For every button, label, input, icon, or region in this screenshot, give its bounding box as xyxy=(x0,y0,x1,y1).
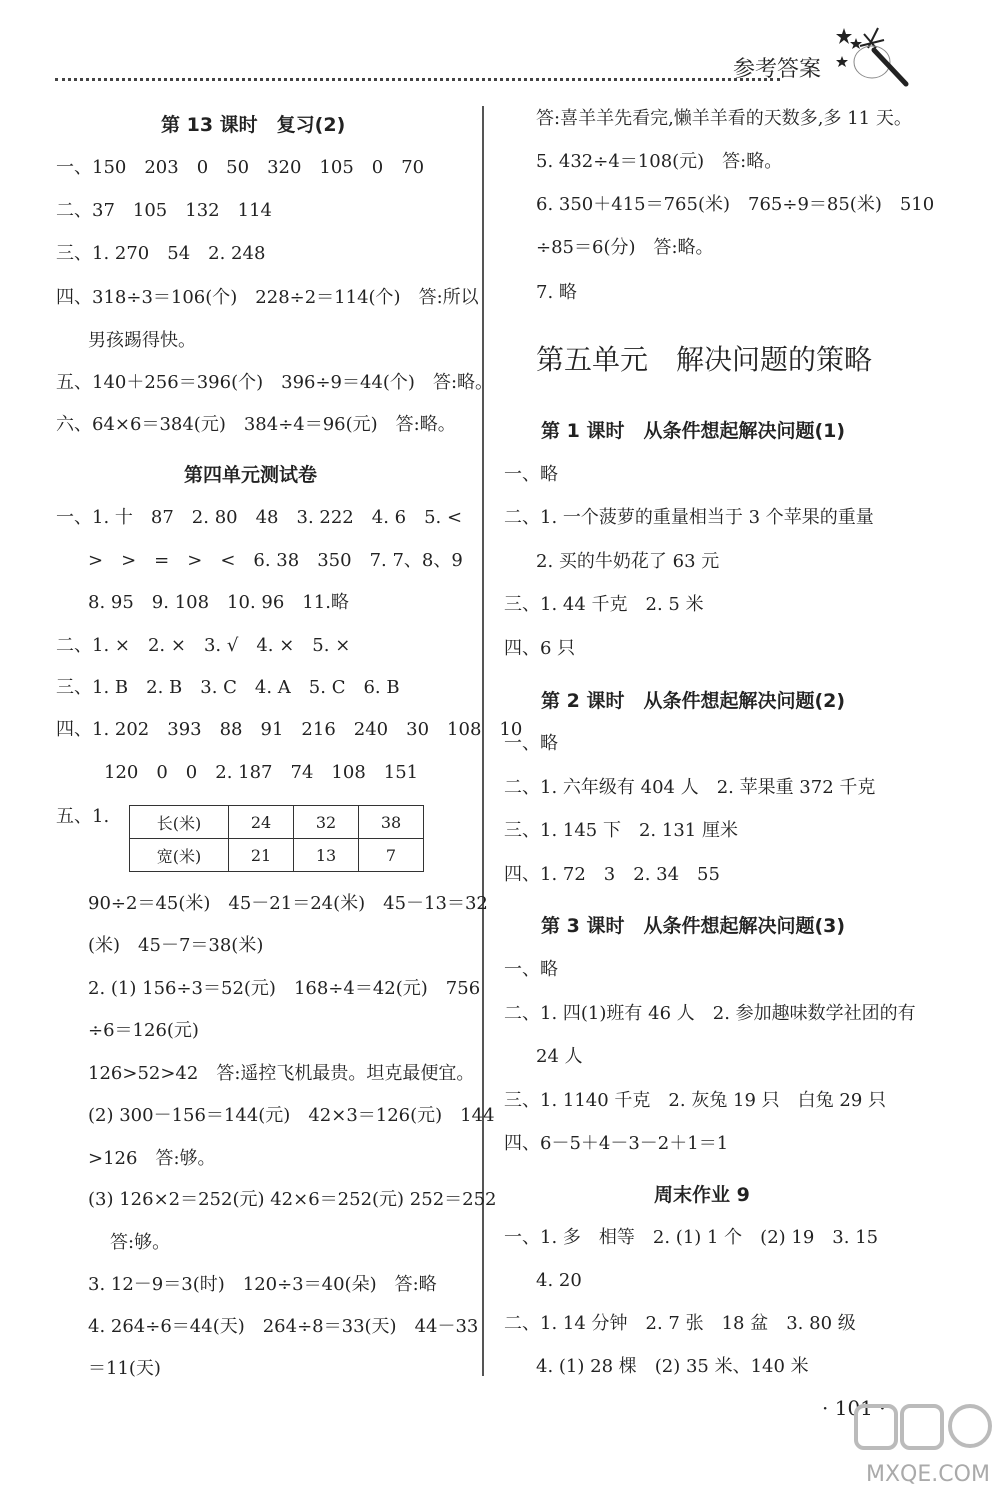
text-line: 四、318÷3＝106(个) 228÷2＝114(个) 答:所以 xyxy=(56,287,479,308)
lesson1-title: 第 1 课时 从条件想起解决问题(1) xyxy=(541,420,846,442)
text-line: 男孩踢得快。 xyxy=(88,330,196,351)
text-line: 三、1. 270 54 2. 248 xyxy=(56,243,266,264)
text-line: 二、1. 四(1)班有 46 人 2. 参加趣味数学社团的有 xyxy=(504,1003,916,1024)
text-line: 90÷2＝45(米) 45－21＝24(米) 45－13＝32 xyxy=(88,893,488,914)
text-line: 8. 95 9. 108 10. 96 11.略 xyxy=(88,592,349,613)
table-row xyxy=(130,806,424,839)
table-cell: 13 xyxy=(294,839,359,872)
text-line: 一、1. 多 相等 2. (1) 1 个 (2) 19 3. 15 xyxy=(504,1227,879,1248)
header-title: 参考答案 xyxy=(733,57,822,82)
text-line: 二、1. × 2. × 3. √ 4. × 5. × xyxy=(56,635,351,656)
unit5-title: 第五单元 解决问题的策略 xyxy=(536,343,873,376)
watermark-text: MXQE.COM xyxy=(866,1462,990,1487)
text-line: (2) 300－156＝144(元) 42×3＝126(元) 144 xyxy=(88,1105,495,1126)
lesson13-title: 第 13 课时 复习(2) xyxy=(161,114,346,136)
text-line: 7. 略 xyxy=(536,282,577,303)
text-line: 4. (1) 28 棵 (2) 35 米、140 米 xyxy=(536,1356,809,1377)
text-line: 二、1. 六年级有 404 人 2. 苹果重 372 千克 xyxy=(504,777,876,798)
text-line: 答:够。 xyxy=(110,1232,171,1253)
text-line: >126 答:够。 xyxy=(88,1148,216,1169)
text-line: ÷6＝126(元) xyxy=(88,1020,199,1041)
text-line: 三、1. B 2. B 3. C 4. A 5. C 6. B xyxy=(56,677,400,698)
text-line: 一、150 203 0 50 320 105 0 70 xyxy=(56,157,425,178)
text-line: 四、1. 202 393 88 91 216 240 30 108 10 xyxy=(56,719,523,740)
text-line: (米) 45－7＝38(米) xyxy=(88,935,264,956)
text-line: 5. 432÷4＝108(元) 答:略。 xyxy=(536,151,783,172)
text-line: 6. 350＋415＝765(米) 765÷9＝85(米) 510 xyxy=(536,194,935,215)
text-line: 24 人 xyxy=(536,1046,583,1067)
length-width-table xyxy=(129,805,424,872)
text-line: 3. 12－9＝3(时) 120÷3＝40(朵) 答:略 xyxy=(88,1274,437,1295)
text-line: 4. 264÷6＝44(天) 264÷8＝33(天) 44－33 xyxy=(88,1316,479,1337)
text-line: 4. 20 xyxy=(536,1270,582,1291)
text-line: 三、1. 1140 千克 2. 灰兔 19 只 白兔 29 只 xyxy=(504,1090,887,1111)
text-line: 答:喜羊羊先看完,懒羊羊看的天数多,多 11 天。 xyxy=(536,108,912,129)
text-line: 二、37 105 132 114 xyxy=(56,200,272,221)
text-line: 一、略 xyxy=(504,464,558,485)
table-cell: 7 xyxy=(359,839,424,872)
text-line: 五、1. xyxy=(56,806,110,827)
table-cell: 21 xyxy=(229,839,294,872)
text-line: 一、1. 十 87 2. 80 48 3. 222 4. 6 5. < xyxy=(56,507,463,528)
text-line: ＝11(天) xyxy=(88,1358,161,1379)
text-line: 126>52>42 答:遥控飞机最贵。坦克最便宜。 xyxy=(88,1063,475,1084)
table-cell: 宽(米) xyxy=(130,839,229,872)
page-number: · 101 · xyxy=(822,1396,886,1420)
text-line: 二、1. 一个菠萝的重量相当于 3 个苹果的重量 xyxy=(504,507,874,528)
lesson2-title: 第 2 课时 从条件想起解决问题(2) xyxy=(541,690,846,712)
text-line: > > = > < 6. 38 350 7. 7、8、9 xyxy=(88,550,463,571)
table-cell: 24 xyxy=(229,806,294,839)
text-line: 三、1. 145 下 2. 131 厘米 xyxy=(504,820,738,841)
table-cell: 38 xyxy=(359,806,424,839)
unit4test-title: 第四单元测试卷 xyxy=(184,464,318,486)
text-line: 六、64×6＝384(元) 384÷4＝96(元) 答:略。 xyxy=(56,414,456,435)
text-line: 三、1. 44 千克 2. 5 米 xyxy=(504,594,704,615)
table-cell: 长(米) xyxy=(130,806,229,839)
text-line: 一、略 xyxy=(504,959,558,980)
text-line: 四、6 只 xyxy=(504,638,576,659)
table-cell: 32 xyxy=(294,806,359,839)
header-rule xyxy=(55,78,780,81)
text-line: (3) 126×2＝252(元) 42×6＝252(元) 252＝252 xyxy=(88,1189,497,1210)
text-line: 一、略 xyxy=(504,733,558,754)
lesson3-title: 第 3 课时 从条件想起解决问题(3) xyxy=(541,915,846,937)
text-line: 四、1. 72 3 2. 34 55 xyxy=(504,864,720,885)
text-line: 2. (1) 156÷3＝52(元) 168÷4＝42(元) 756 xyxy=(88,978,481,999)
stars-wand-icon xyxy=(832,22,912,92)
table-row xyxy=(130,839,424,872)
text-line: 二、1. 14 分钟 2. 7 张 18 盆 3. 80 级 xyxy=(504,1313,856,1334)
text-line: 四、6－5＋4－3－2＋1＝1 xyxy=(504,1133,729,1154)
text-line: 120 0 0 2. 187 74 108 151 xyxy=(104,762,419,783)
text-line: 五、140＋256＝396(个) 396÷9＝44(个) 答:略。 xyxy=(56,372,494,393)
weekend9-title: 周末作业 9 xyxy=(654,1184,750,1206)
text-line: ÷85＝6(分) 答:略。 xyxy=(536,237,714,258)
text-line: 2. 买的牛奶花了 63 元 xyxy=(536,551,720,572)
